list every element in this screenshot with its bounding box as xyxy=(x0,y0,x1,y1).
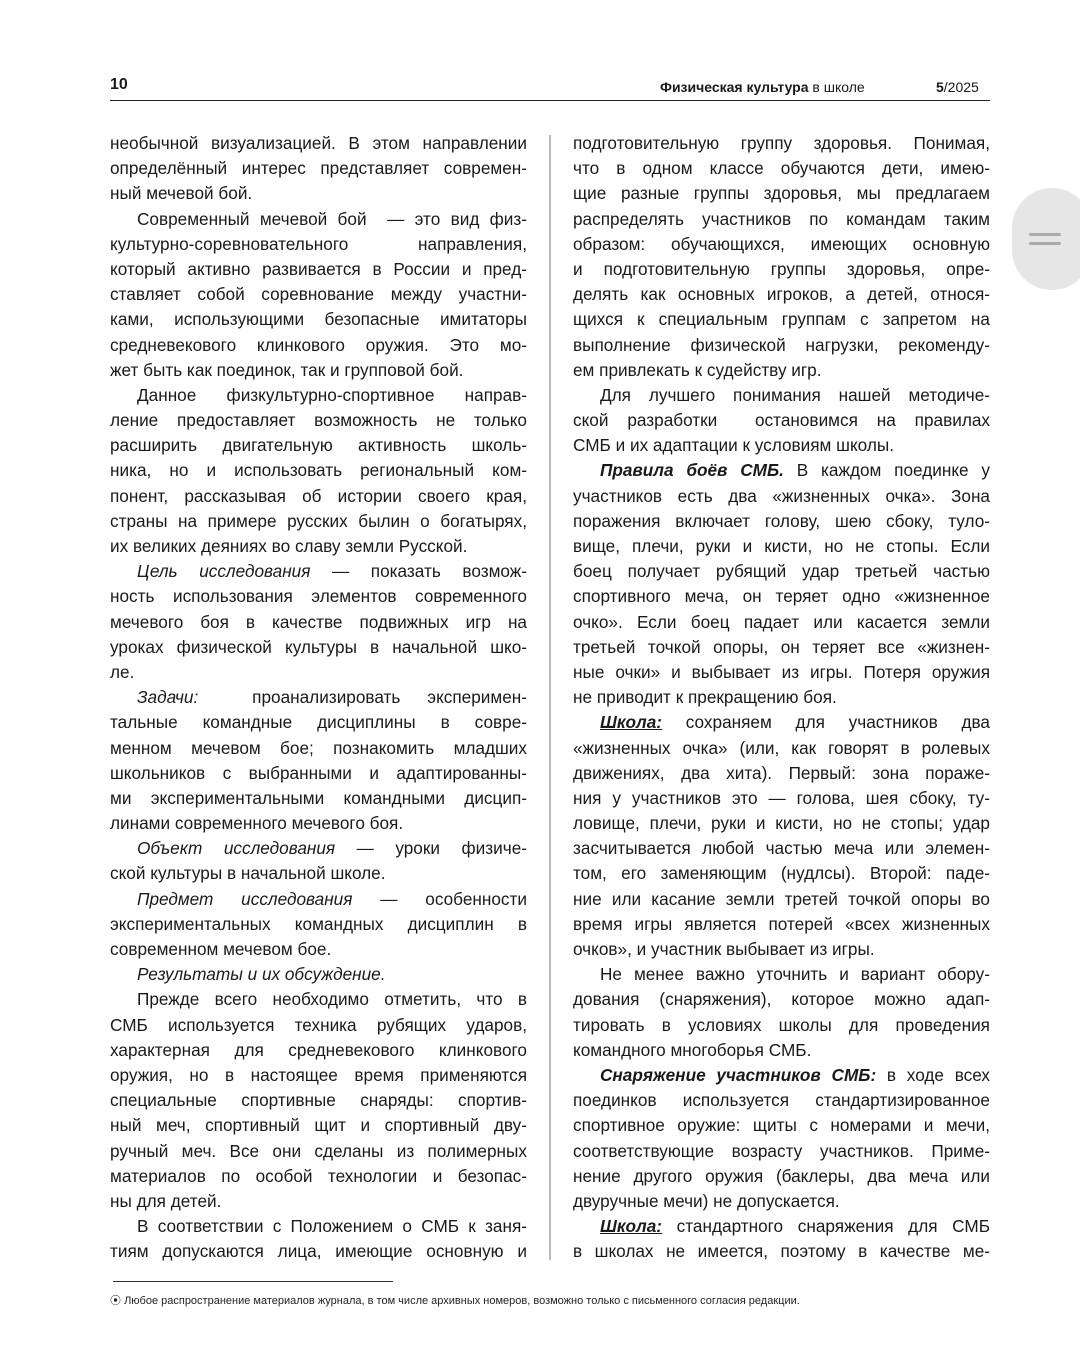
text-line xyxy=(573,232,990,257)
issue-number xyxy=(936,79,979,95)
bold-heading: Правила боёв СМБ. xyxy=(600,460,784,481)
text-line xyxy=(110,156,527,181)
text: ем привлекать к судейству игр. xyxy=(573,359,822,380)
text-line xyxy=(573,383,990,408)
text-line xyxy=(573,610,990,635)
text-line xyxy=(110,710,527,735)
text-line xyxy=(110,333,527,358)
footnote-divider xyxy=(113,1281,393,1282)
text-line xyxy=(573,1239,990,1264)
text-line xyxy=(110,836,527,861)
text-line xyxy=(110,736,527,761)
page-number: 10 xyxy=(110,76,128,93)
text-line xyxy=(573,1189,990,1214)
text: делять как основных игроков, а детей, относя- xyxy=(573,284,990,305)
text-line xyxy=(573,458,990,483)
text-line xyxy=(573,484,990,509)
text-line xyxy=(573,433,990,458)
text-line xyxy=(110,962,527,987)
journal-title-rest: в школе xyxy=(808,79,865,95)
text: участников есть два «жизненных очка». Зона xyxy=(573,485,990,506)
text: ный мечевой бой. xyxy=(110,183,253,204)
text: материалов по особой технологии и безопас- xyxy=(110,1165,527,1186)
text: сохраняем для участников два xyxy=(662,712,990,733)
text: образом: обучающихся, имеющих основную xyxy=(573,233,990,254)
bold-heading: Школа: xyxy=(600,712,663,733)
italic-heading: Предмет исследования xyxy=(137,888,353,909)
text: что в одном классе обучаются дети, имею- xyxy=(573,158,990,179)
text: культурно-соревновательного направления, xyxy=(110,233,527,254)
text: средневекового клинкового оружия. Это мо- xyxy=(110,334,527,355)
side-menu-handle[interactable] xyxy=(1012,188,1080,290)
text: понент, рассказывая об истории своего края, xyxy=(110,485,527,506)
text: щихся к специальным группам с запретом на xyxy=(573,309,990,330)
text-line xyxy=(110,358,527,383)
text-line xyxy=(573,1063,990,1088)
text-line xyxy=(110,559,527,584)
text-line xyxy=(573,836,990,861)
text-line xyxy=(573,181,990,206)
text-line xyxy=(110,458,527,483)
left-column xyxy=(110,131,527,1264)
text-line xyxy=(110,1013,527,1038)
copyright-circle-icon: ⦿ xyxy=(110,1295,121,1307)
text-line xyxy=(573,786,990,811)
text: школьников с выбранными и адаптированны- xyxy=(110,762,527,783)
italic-heading: Объект исследования xyxy=(137,838,336,859)
text: — особенности xyxy=(352,888,527,909)
copyright-text: Любое распространение материалов журнала, в том числе архивных номеров, возможно только с письменного согласия редакции. xyxy=(124,1295,800,1307)
journal-title-bold: Физическая культура xyxy=(660,79,809,95)
text-line xyxy=(573,333,990,358)
text-line xyxy=(573,1164,990,1189)
text: Не менее важно уточнить и вариант обору- xyxy=(600,964,990,985)
italic-heading: Задачи: xyxy=(137,687,199,708)
text-line xyxy=(573,257,990,282)
text: очков», и участник выбывает из игры. xyxy=(573,939,875,959)
text-line xyxy=(573,987,990,1012)
text-line xyxy=(110,534,527,559)
text: определённый интерес представляет современ- xyxy=(110,158,527,179)
text-line xyxy=(573,912,990,937)
text: щие разные группы здоровья, мы предлагаем xyxy=(573,183,990,204)
italic-heading: Цель исследования xyxy=(137,561,311,582)
text-line xyxy=(573,408,990,433)
text: экспериментальных командных дисциплин в xyxy=(110,913,527,934)
text: соответствующие возрасту участников. Приме- xyxy=(573,1140,990,1161)
text-line xyxy=(573,736,990,761)
text: жет быть как поединок, так и групповой бой. xyxy=(110,359,464,380)
right-column xyxy=(573,131,990,1264)
text: не приводит к прекращению боя. xyxy=(573,687,837,708)
text: менном мечевом бое; познакомить младших xyxy=(110,737,527,758)
text: Прежде всего необходимо отметить, что в xyxy=(137,989,527,1010)
text-line xyxy=(110,1214,527,1239)
text: ние или касание земли третей точкой опоры во xyxy=(573,888,990,909)
text: ный меч, спортивный щит и спортивный дву- xyxy=(110,1115,527,1136)
issue-year: /2025 xyxy=(943,79,979,95)
text: выполнение физической нагрузки, рекоменду- xyxy=(573,334,990,355)
text-line xyxy=(110,232,527,257)
text-line xyxy=(110,181,527,206)
text-line xyxy=(110,861,527,886)
text-line xyxy=(573,156,990,181)
text: В каждом поединке у xyxy=(783,460,990,481)
italic-heading: Результаты и их обсуждение. xyxy=(137,964,386,985)
text: спортивное оружие: щиты с номерами и мечи, xyxy=(573,1115,990,1136)
text: ской культуры в начальной школе. xyxy=(110,863,386,884)
text-line xyxy=(573,282,990,307)
text-line xyxy=(573,307,990,332)
text: ми экспериментальными командными дисцип- xyxy=(110,787,527,808)
text: который активно развивается в России и пред- xyxy=(110,258,527,279)
text: — показать возмож- xyxy=(310,561,527,582)
text-line xyxy=(573,937,990,962)
text: поражения включает голову, шею сбоку, туло- xyxy=(573,510,990,531)
text: подготовительную группу здоровья. Понимая, xyxy=(573,133,990,153)
text: ловище, плечи, руки и кисти, но не стопы; удар xyxy=(573,813,990,834)
issue-number-bold: 5 xyxy=(936,79,944,95)
text: поединков используется стандартизированное xyxy=(573,1090,990,1111)
header-divider xyxy=(110,100,990,101)
menu-lines-icon xyxy=(1029,242,1061,245)
text-line xyxy=(110,1239,527,1264)
text-line xyxy=(110,282,527,307)
text-line xyxy=(110,610,527,635)
journal-title xyxy=(660,79,865,95)
text-line xyxy=(573,685,990,710)
text-line xyxy=(573,207,990,232)
text-line xyxy=(110,660,527,685)
text: двуручные мечи) не допускается. xyxy=(573,1190,840,1211)
text-line xyxy=(110,987,527,1012)
text-line xyxy=(573,761,990,786)
text-line xyxy=(573,584,990,609)
text-line xyxy=(110,635,527,660)
text-line xyxy=(110,1139,527,1164)
bold-heading: Снаряжение участников СМБ: xyxy=(600,1064,877,1085)
text-line xyxy=(573,1113,990,1138)
text: и подготовительную группы здоровья, опре- xyxy=(573,258,990,279)
text: расширить двигательную активность школь- xyxy=(110,435,527,456)
text-line xyxy=(110,786,527,811)
menu-lines-icon xyxy=(1029,233,1061,236)
text: засчитывается любой частью меча или элемен- xyxy=(573,838,990,859)
text: характерная для средневекового клинкового xyxy=(110,1039,527,1060)
text-line xyxy=(110,1038,527,1063)
text-line xyxy=(110,584,527,609)
text: спортивного меча, он теряет одно «жизненное xyxy=(573,586,990,607)
text: ление предоставляет возможность не только xyxy=(110,410,527,431)
text: необычной визуализацией. В этом направлении xyxy=(110,133,527,153)
text: — уроки физиче- xyxy=(335,838,527,859)
text-line xyxy=(573,811,990,836)
text-line xyxy=(110,685,527,710)
text-line xyxy=(573,660,990,685)
text-line xyxy=(110,887,527,912)
text: командного многоборья СМБ. xyxy=(573,1039,812,1060)
text-line xyxy=(573,358,990,383)
text: ны для детей. xyxy=(110,1190,222,1211)
text-line xyxy=(573,1088,990,1113)
text-line xyxy=(110,257,527,282)
text: «жизненных очка» (или, как говорят в ролевых xyxy=(573,737,990,758)
text: СМБ используется техника рубящих ударов, xyxy=(110,1014,527,1035)
text: том, его заменяющим (нудлсы). Второй: паде- xyxy=(573,863,990,884)
text: ные очки» и выбывает из игры. Потеря оружия xyxy=(573,661,990,682)
text: время игры является потерей «всех жизненных xyxy=(573,913,990,934)
copyright-notice xyxy=(110,1292,800,1308)
text: дования (снаряжения), которое можно адап- xyxy=(573,989,990,1010)
text: ручный меч. Все они сделаны из полимерных xyxy=(110,1140,527,1161)
text-line xyxy=(573,559,990,584)
text-line xyxy=(573,635,990,660)
text-line xyxy=(110,1088,527,1113)
text: уроках физической культуры в начальной шко- xyxy=(110,636,527,657)
text: СМБ и их адаптации к условиям школы. xyxy=(573,435,894,456)
text: тировать в условиях школы для проведения xyxy=(573,1014,990,1035)
text: движениях, два хита). Первый: зона пораже- xyxy=(573,762,990,783)
text-line xyxy=(110,937,527,962)
text: ставляет собой соревнование между участни- xyxy=(110,284,527,305)
text: очко». Если боец падает или касается земли xyxy=(573,611,990,632)
text-line xyxy=(573,887,990,912)
text-line xyxy=(110,484,527,509)
text-line xyxy=(573,962,990,987)
text-line xyxy=(110,307,527,332)
text: тиям допускаются лица, имеющие основную и xyxy=(110,1241,527,1262)
text-line xyxy=(110,509,527,534)
column-divider xyxy=(549,135,551,1260)
text-line xyxy=(573,1214,990,1239)
text-line xyxy=(573,534,990,559)
text: линами современного мечевого боя. xyxy=(110,813,404,834)
text: тальные командные дисциплины в совре- xyxy=(110,712,527,733)
text-line xyxy=(110,1164,527,1189)
text-line xyxy=(110,912,527,937)
text-line xyxy=(110,1113,527,1138)
text: ской разработки остановимся на правилах xyxy=(573,410,990,431)
text-line xyxy=(110,1063,527,1088)
text: Для лучшего понимания нашей методиче- xyxy=(600,384,990,405)
text-line xyxy=(110,131,527,156)
text: специальные спортивные снаряды: спортив- xyxy=(110,1090,527,1111)
text: их великих деяниях во славу земли Русской. xyxy=(110,536,468,556)
text: стандартного снаряжения для СМБ xyxy=(662,1216,990,1237)
text-line xyxy=(573,1139,990,1164)
bold-heading: Школа: xyxy=(600,1216,663,1237)
text: в школах не имеется, поэтому в качестве ме- xyxy=(573,1241,990,1262)
text: распределять участников по командам таким xyxy=(573,208,990,229)
text: в ходе всех xyxy=(876,1064,991,1085)
text: ле. xyxy=(110,661,135,682)
text: современном мечевом бое. xyxy=(110,939,332,959)
text-line xyxy=(573,1013,990,1038)
text: ность использования элементов современного xyxy=(110,586,527,607)
text-line xyxy=(573,1038,990,1063)
text: ния у участников это — голова, шея сбоку, ту- xyxy=(573,787,990,808)
text: боец получает рубящий удар третьей частью xyxy=(573,561,990,582)
text: страны на примере русских былин о богатырях, xyxy=(110,510,527,531)
text-line xyxy=(573,131,990,156)
text-line xyxy=(110,811,527,836)
text: мечевого боя в качестве подвижных игр на xyxy=(110,611,527,632)
text: вище, плечи, руки и кисти, но не стопы. Если xyxy=(573,536,990,556)
text: нение другого оружия (баклеры, два меча или xyxy=(573,1165,990,1186)
text: проанализировать эксперимен- xyxy=(198,687,527,708)
text-line xyxy=(110,1189,527,1214)
text: ками, использующими безопасные имитаторы xyxy=(110,309,527,330)
text-line xyxy=(110,408,527,433)
text-line xyxy=(573,710,990,735)
text-line xyxy=(110,433,527,458)
text: третьей точкой опоры, он теряет все «жизнен- xyxy=(573,636,990,657)
text-line xyxy=(110,207,527,232)
text-line xyxy=(573,509,990,534)
text: ника, но и использовать региональный ком- xyxy=(110,460,527,481)
text: В соответствии с Положением о СМБ к заня- xyxy=(137,1216,527,1237)
text-line xyxy=(110,761,527,786)
text: Данное физкультурно-спортивное направ- xyxy=(137,384,527,405)
text: оружия, но в настоящее время применяются xyxy=(110,1064,527,1085)
text-line xyxy=(110,383,527,408)
text-line xyxy=(573,861,990,886)
text: Современный мечевой бой — это вид физ- xyxy=(137,208,527,229)
